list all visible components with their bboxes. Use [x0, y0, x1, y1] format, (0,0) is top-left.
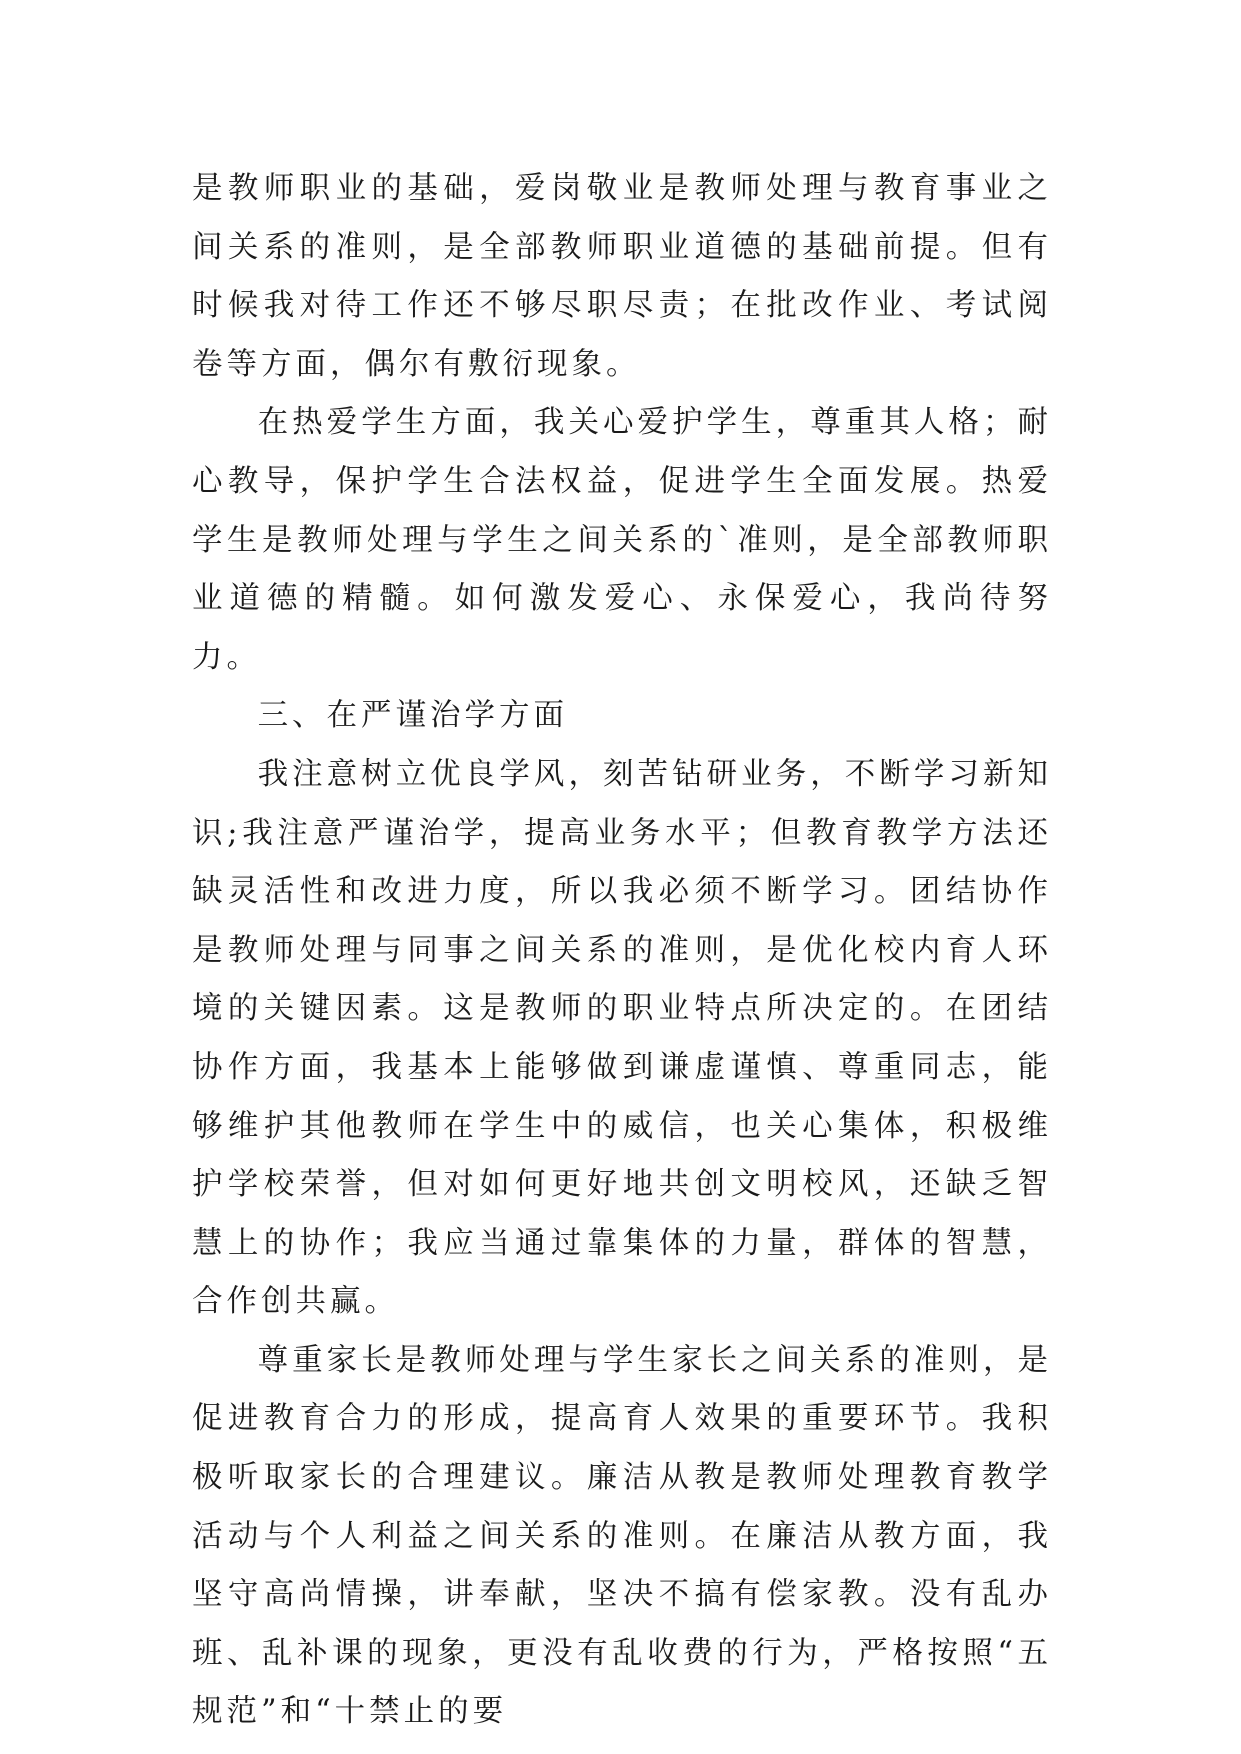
paragraph-rigorous-study: 我注意树立优良学风，刻苦钻研业务，不断学习新知识;我注意严谨治学，提高业务水平；但教育教学方法还缺灵活性和改进力度，所以我必须不断学习。团结协作是教师处理与同事之间关系的准则，是优化校内育人环境的关键因素。这是教师的职业特点所决定的。在团结协作方面，我基本上能够做到谦虚谨慎、尊重同志，能够维护其他教师在学生中的威信，也关心集体，积极维护学校荣誉，但对如何更好地共创文明校风，还缺乏智慧上的协作；我应当通过靠集体的力量，群体的智慧，合作创共赢。 — [192, 756, 1052, 1320]
section-heading: 三、在严谨治学方面 — [257, 698, 569, 734]
paragraph-love-students: 在热爱学生方面，我关心爱护学生，尊重其人格；耐心教导，保护学生合法权益，促进学生全面发展。热爱学生是教师处理与学生之间关系的`准则，是全部教师职业道德的精髓。如何激发爱心、永保爱心，我尚待努力。 — [192, 405, 1052, 675]
body-text — [192, 160, 1052, 1742]
paragraph-continuation: 是教师职业的基础，爱岗敬业是教师处理与教育事业之间关系的准则，是全部教师职业道德的基础前提。但有时候我对待工作还不够尽职尽责；在批改作业、考试阅卷等方面，偶尔有敷衍现象。 — [192, 171, 1052, 382]
paragraph-respect-parents: 尊重家长是教师处理与学生家长之间关系的准则，是促进教育合力的形成，提高育人效果的重要环节。我积极听取家长的合理建议。廉洁从教是教师处理教育教学活动与个人利益之间关系的准则。在廉洁从教方面，我坚守高尚情操，讲奉献，坚决不搞有偿家教。没有乱办班、乱补课的现象，更没有乱收费的行为，严格按照“五规范”和“十禁止的要 — [192, 1342, 1052, 1730]
